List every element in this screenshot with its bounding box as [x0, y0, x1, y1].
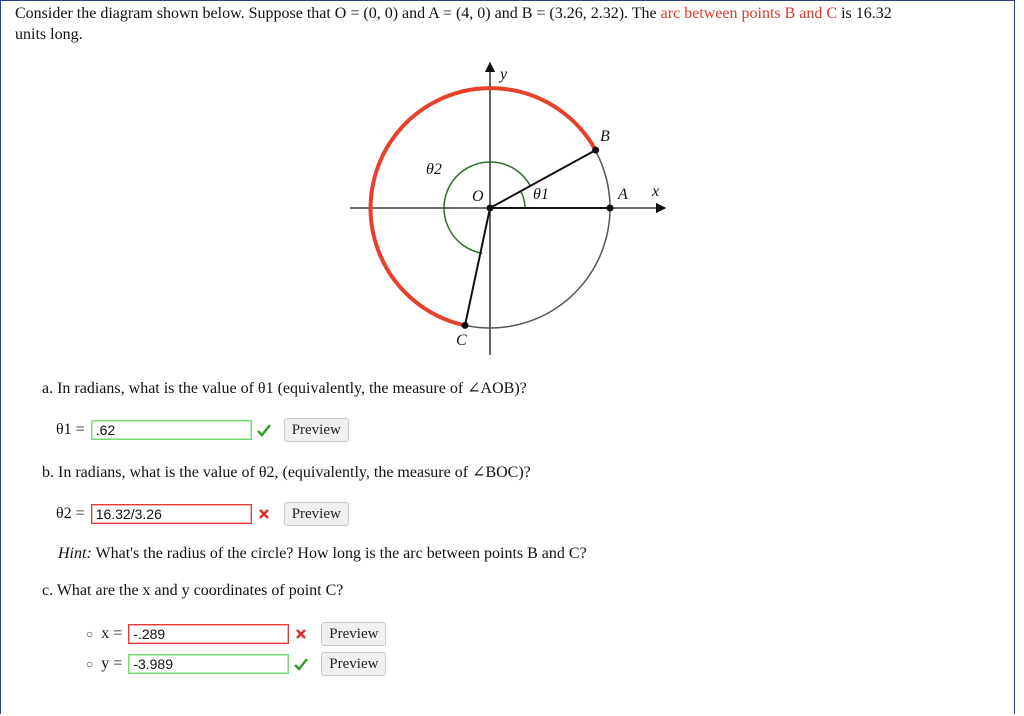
- hint-prefix: Hint:: [58, 545, 92, 562]
- hint-body: What's the radius of the circle? How long is the arc between points B and C?: [95, 545, 587, 562]
- bullet-icon: ○: [86, 656, 94, 671]
- label-theta1: θ1: [533, 186, 549, 203]
- answer-row-cy: [86, 652, 386, 676]
- theta1-label: θ1 =: [56, 421, 85, 438]
- cross-icon: [256, 506, 272, 522]
- arc-bc: [371, 88, 596, 325]
- theta2-input[interactable]: [91, 504, 252, 524]
- point-b: [592, 147, 599, 154]
- preview-button-cx[interactable]: Preview: [321, 622, 386, 646]
- preview-button-b[interactable]: Preview: [284, 502, 349, 526]
- answer-row-a: [56, 418, 349, 442]
- theta2-label: θ2 =: [56, 505, 85, 522]
- intro-arc-text: arc between points B and C: [660, 5, 838, 22]
- point-o: [487, 205, 494, 212]
- theta1-input[interactable]: [91, 420, 252, 440]
- question-c: c. What are the x and y coordinates of point C?: [42, 582, 344, 599]
- y-coord-label: y =: [101, 655, 123, 672]
- label-y: y: [500, 66, 508, 83]
- question-a: a. In radians, what is the value of θ1 (equivalently, the measure of ∠AOB)?: [42, 380, 527, 397]
- segment-oc: [465, 208, 490, 325]
- point-a: [607, 205, 614, 212]
- check-icon: [293, 656, 309, 672]
- bullet-icon: ○: [86, 626, 94, 641]
- cross-icon: [293, 626, 309, 642]
- point-c: [462, 322, 469, 329]
- label-x: x: [652, 183, 660, 200]
- label-b: B: [600, 128, 610, 145]
- question-b: b. In radians, what is the value of θ2, (equivalently, the measure of ∠BOC)?: [42, 464, 531, 481]
- label-theta2: θ2: [426, 161, 442, 178]
- answer-row-cx: [86, 622, 386, 646]
- hint-text: [58, 545, 587, 563]
- circle-diagram: [340, 55, 680, 360]
- preview-button-a[interactable]: Preview: [284, 418, 349, 442]
- label-c: C: [456, 332, 467, 349]
- x-coord-label: x =: [101, 625, 123, 642]
- theta1-arc: [521, 191, 525, 208]
- x-coord-input[interactable]: [128, 624, 289, 644]
- preview-button-cy[interactable]: Preview: [321, 652, 386, 676]
- intro-text-end: is 16.32: [841, 5, 892, 22]
- check-icon: [256, 422, 272, 438]
- y-coord-input[interactable]: [128, 654, 289, 674]
- answer-row-b: [56, 502, 349, 526]
- intro-text: Consider the diagram shown below. Suppose that O = (0, 0) and A = (4, 0) and B = (3.26, 2.32). The: [15, 5, 657, 22]
- intro-text-line2: units long.: [15, 26, 83, 43]
- problem-statement: [15, 3, 1000, 45]
- label-a: A: [618, 186, 628, 203]
- label-o: O: [472, 188, 484, 205]
